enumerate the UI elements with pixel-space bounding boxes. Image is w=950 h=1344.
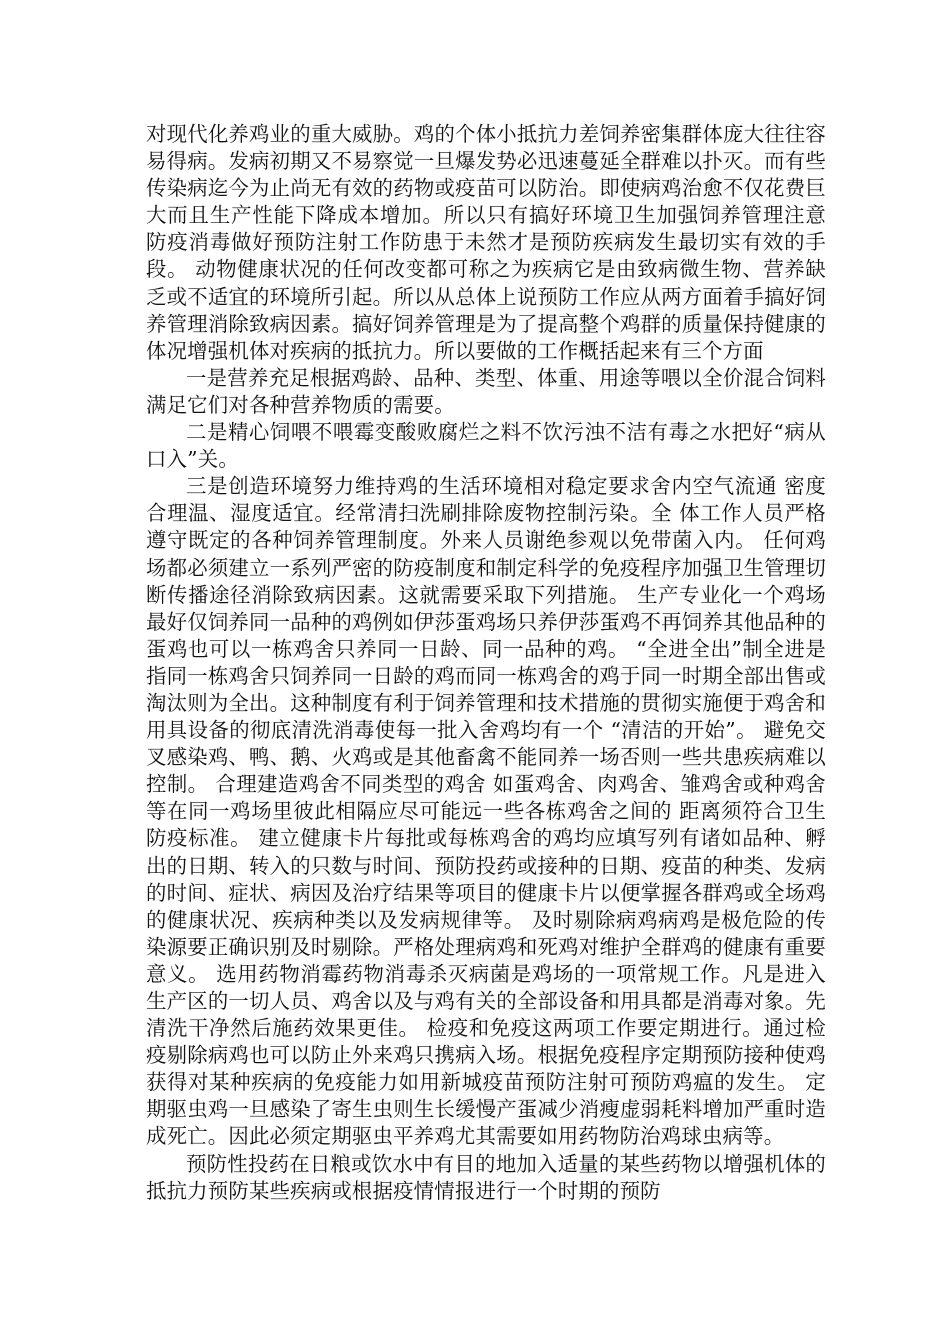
paragraph-point-one: 一是营养充足根据鸡龄、品种、类型、体重、用途等喂以全价混合饲料满足它们对各种营养物质的需要。 [146, 365, 826, 417]
paragraph-intro: 对现代化养鸡业的重大威胁。鸡的个体小抵抗力差饲养密集群体庞大往往容易得病。发病初期又不易察觉一旦爆发势必迅速蔓延全群难以扑灭。而有些传染病迄今为止尚无有效的药物或疫苗可以防治。即使病鸡治愈不仅花费巨大而且生产性能下降成本增加。所以只有搞好环境卫生加强饲养管理注意 防疫消毒做好预防注射工作防患于未然才是预防疾病发生最切实有效的手段。 动物健康状况的任何改变都可称之为疾病它是由致病微生物、营养缺乏或不适宜的环境所引起。所以从总体上说预防工作应从两方面着手搞好饲养管理消除致病因素。搞好饲养管理是为了提高整个鸡群的质量保持健康的体况增强机体对疾病的抵抗力。所以要做的工作概括起来有三个方面 [146, 122, 826, 363]
document-body [146, 121, 826, 1205]
paragraph-preventive-medication: 预防性投药在日粮或饮水中有目的地加入适量的某些药物以增强机体的抵抗力预防某些疾病或根据疫情情报进行一个时期的预防 [146, 1151, 826, 1203]
paragraph-point-three: 三是创造环境努力维持鸡的生活环境相对稳定要求舍内空气流通 密度合理温、湿度适宜。经常清扫洗刷排除废物控制污染。全 体工作人员严格遵守既定的各种饲养管理制度。外来人员谢绝参观以免带菌入内。 任何鸡场都必须建立一系列严密的防疫制度和制定科学的免疫程序加强卫生管理切断传播途径消除致病因素。这就需要采取下列措施。 生产专业化一个鸡场最好仅饲养同一品种的鸡例如伊莎蛋鸡场只养伊莎蛋鸡不再饲养其他品种的蛋鸡也可以一栋鸡舍只养同一日龄、同一品种的鸡。 “全进全出”制全进是指同一栋鸡舍只饲养同一日龄的鸡而同一栋鸡舍的鸡于同一时期全部出售或淘汰则为全出。这种制度有利于饲养管理和技术措施的贯彻实施便于鸡舍和用具设备的彻底清洗消毒使每一批入舍鸡均有一个 “清洁的开始”。 避免交叉感染鸡、鸭、鹅、火鸡或是其他畜禽不能同养一场否则一些共患疾病难以控制。 合理建造鸡舍不同类型的鸡舍 如蛋鸡舍、肉鸡舍、雏鸡舍或种鸡舍等在同一鸡场里彼此相隔应尽可能远一些各栋鸡舍之间的 距离须符合卫生防疫标准。 建立健康卡片每批或每栋鸡舍的鸡均应填写列有诸如品种、孵出的日期、转入的只数与时间、预防投药或接种的日期、疫苗的种类、发病的时间、症状、病因及治疗结果等项目的健康卡片以便掌握各群鸡或全场鸡的健康状况、疾病种类以及发病规律等。 及时剔除病鸡病鸡是极危险的传染源要正确识别及时剔除。严格处理病鸡和死鸡对维护全群鸡的健康有重要意义。 选用药物消霉药物消毒杀灭病菌是鸡场的一项常规工作。凡是进入生产区的一切人员、鸡舍以及与鸡有关的全部设备和用具都是消毒对象。先清洗干净然后施药效果更佳。 检疫和免疫这两项工作要定期进行。通过检疫剔除病鸡也可以防止外来鸡只携病入场。根据免疫程序定期预防接种使鸡获得对某种疾病的免疫能力如用新城疫苗预防注射可预防鸡瘟的发生。 定期驱虫鸡一旦感染了寄生虫则生长缓慢产蛋减少消瘦虚弱耗料增加严重时造成死亡。因此必须定期驱虫平养鸡尤其需要如用药物防治鸡球虫病等。 [146, 474, 826, 1149]
paragraph-point-two: 二是精心饲喂不喂霉变酸败腐烂之料不饮污浊不洁有毒之水把好“病从口入”关。 [146, 420, 826, 472]
